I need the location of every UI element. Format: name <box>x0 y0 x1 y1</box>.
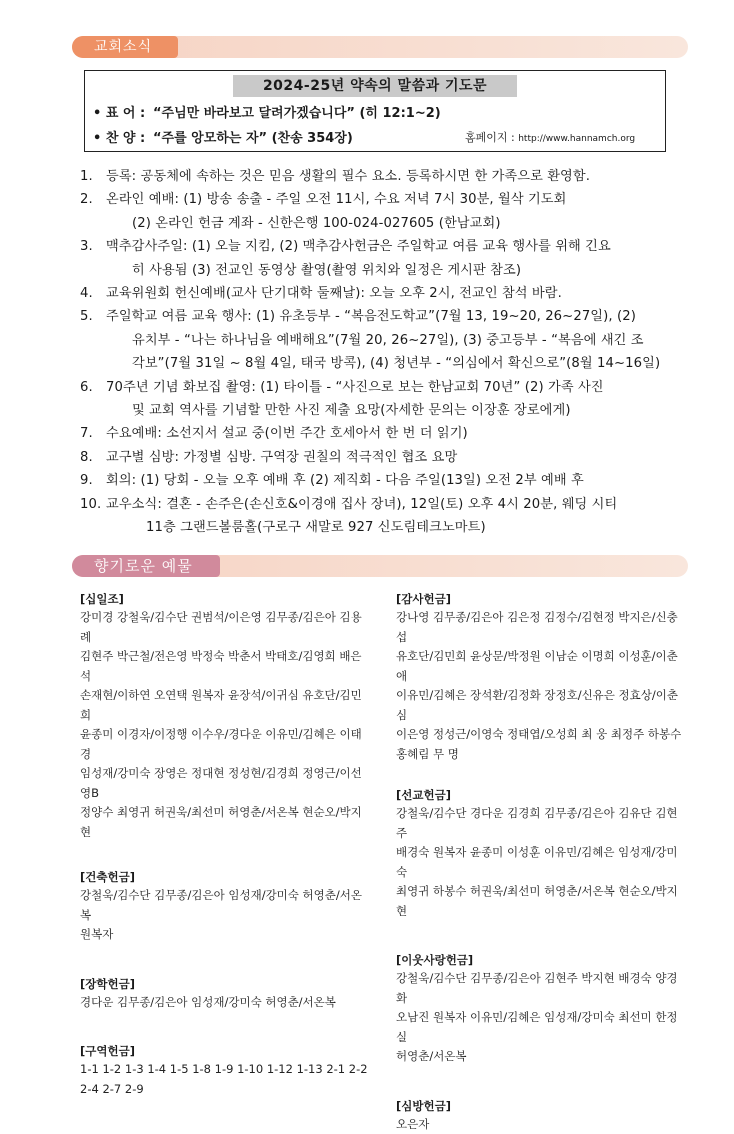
offering-names-line: 이은영 정성근/이영숙 정태엽/오성희 최 웅 최정주 하봉수 <box>396 725 686 745</box>
notice-text: 히 사용됨 (3) 전교인 동영상 촬영(촬영 위치와 일정은 게시판 참조) <box>132 263 521 278</box>
notice-text: 등록: 공동체에 속하는 것은 믿음 생활의 필수 요소. 등록하시면 한 가족으로 환영함. <box>106 169 590 184</box>
notice-item <box>80 235 680 282</box>
notice-number: 8. <box>80 446 106 469</box>
notice-text: 주일학교 여름 교육 행사: (1) 유초등부 - “복음전도학교”(7월 13, 19~20, 26~27일), (2) <box>106 309 636 324</box>
offering-names-line: 홍혜림 무 명 <box>396 745 686 765</box>
offering-category-heading: [감사헌금] <box>396 590 686 608</box>
motto-hymn-text: “주를 앙모하는 자” (찬송 354장) <box>153 131 353 146</box>
offering-names-line: 윤종미 이경자/이정행 이수우/경다운 이유민/김혜은 이태경 <box>80 725 370 764</box>
notice-item <box>80 493 680 540</box>
offering-category-heading: [구역헌금] <box>80 1042 370 1060</box>
church-news-tab: 교회소식 <box>72 36 178 58</box>
offering-category-heading: [선교헌금] <box>396 786 686 804</box>
offering-names-line: 허영춘/서온복 <box>396 1047 686 1067</box>
offering-names-line: 정양수 최영귀 허권욱/최선미 허영춘/서온복 현순오/박지현 <box>80 803 370 842</box>
homepage <box>465 129 635 145</box>
notice-number: 5. <box>80 305 106 328</box>
offering-names-line: 1-1 1-2 1-3 1-4 1-5 1-8 1-9 1-10 1-12 1-13 2-1 2-2 <box>80 1060 370 1080</box>
notice-text: 11층 그랜드볼룸홀(구로구 새말로 927 신도림테크노마트) <box>146 520 486 535</box>
notice-item <box>80 376 680 423</box>
notice-text: 맥추감사주일: (1) 오늘 지킴, (2) 맥추감사헌금은 주일학교 여름 교육 행사를 위해 긴요 <box>106 239 611 254</box>
notice-text: 및 교회 역사를 기념할 만한 사진 제출 요망(자세한 문의는 이장훈 장로에게) <box>132 403 571 418</box>
motto-box <box>84 70 666 152</box>
notice-item <box>80 469 680 492</box>
offerings-header <box>72 555 688 577</box>
notice-text: 교육위원회 헌신예배(교사 단기대학 둘째날): 오늘 오후 2시, 전교인 참석 바람. <box>106 286 562 301</box>
motto-slogan-text: “주님만 바라보고 달려가겠습니다” (히 12:1~2) <box>153 106 441 121</box>
offering-names-line: 김현주 박근철/전은영 박정숙 박춘서 박태호/김영희 배은석 <box>80 647 370 686</box>
notice-item <box>80 305 680 375</box>
homepage-link[interactable]: http://www.hannamch.org <box>518 134 635 144</box>
notice-text: 교구별 심방: 가정별 심방. 구역장 권칠의 적극적인 협조 요망 <box>106 450 457 465</box>
notice-number: 6. <box>80 376 106 399</box>
notice-item <box>80 282 680 305</box>
offering-names-line: 임성재/강미숙 장영은 정대현 정성현/김경희 정영근/이선영B <box>80 764 370 803</box>
motto-hymn <box>93 127 353 146</box>
motto-slogan <box>93 102 441 121</box>
offering-names-line: 강나영 김무종/김은아 김은정 김정수/김현정 박지은/신충섭 <box>396 608 686 647</box>
notice-number: 1. <box>80 165 106 188</box>
notice-text: 온라인 예배: (1) 방송 송출 - 주일 오전 11시, 수요 저녁 7시 30분, 월삭 기도회 <box>106 192 566 207</box>
offerings-left-column <box>80 590 370 1099</box>
motto-title: 2024-25년 약속의 말씀과 기도문 <box>233 75 517 97</box>
offering-category-heading: [건축헌금] <box>80 868 370 886</box>
offering-names-line: 최영귀 하봉수 허권욱/최선미 허영춘/서온복 현순오/박지현 <box>396 882 686 921</box>
notice-number: 9. <box>80 469 106 492</box>
motto-hymn-label: • 찬 양 : <box>93 127 153 146</box>
offering-category-heading: [장학헌금] <box>80 975 370 993</box>
offering-names-line: 강철욱/김수단 경다운 김경희 김무종/김은아 김유단 김현주 <box>396 804 686 843</box>
notice-list <box>80 165 680 540</box>
offering-names-line: 강미경 강철욱/김수단 권범석/이은영 김무종/김은아 김용례 <box>80 608 370 647</box>
notice-text: 교우소식: 결혼 - 손주은(손신호&이경애 집사 장녀), 12일(토) 오후 4시 20분, 웨딩 시티 <box>106 497 617 512</box>
offering-names-line: 강철욱/김수단 김무종/김은아 김현주 박지현 배경숙 양경화 <box>396 969 686 1008</box>
notice-text: 수요예배: 소선지서 설교 중(이번 주간 호세아서 한 번 더 읽기) <box>106 426 468 441</box>
offering-names-line: 원복자 <box>80 925 370 945</box>
notice-text: 유치부 - “나는 하나님을 예배해요”(7월 20, 26~27일), (3) 중고등부 - “복음에 새긴 조 <box>132 333 644 348</box>
offering-names-line: 강철욱/김수단 김무종/김은아 임성재/강미숙 허영춘/서온복 <box>80 886 370 925</box>
church-news-header <box>72 36 688 58</box>
homepage-label: 홈페이지 : <box>465 131 515 144</box>
offering-names-line: 이유민/김혜은 장석환/김정화 장정호/신유은 정효상/이춘심 <box>396 686 686 725</box>
offering-names-line: 손재현/이하연 오연택 원복자 윤장석/이귀심 유호단/김민희 <box>80 686 370 725</box>
notice-item <box>80 422 680 445</box>
offering-category-heading: [이웃사랑헌금] <box>396 951 686 969</box>
notice-number: 3. <box>80 235 106 258</box>
offering-names-line: 2-4 2-7 2-9 <box>80 1080 370 1100</box>
offerings-tab: 향기로운 예물 <box>72 555 220 577</box>
notice-item <box>80 188 680 235</box>
motto-slogan-label: • 표 어 : <box>93 102 153 121</box>
offering-names-line: 오남진 원복자 이유민/김혜은 임성재/강미숙 최선미 한정실 <box>396 1008 686 1047</box>
offering-category-heading: [심방헌금] <box>396 1097 686 1115</box>
notice-item <box>80 165 680 188</box>
notice-number: 2. <box>80 188 106 211</box>
offering-names-line: 오은자 <box>396 1115 686 1134</box>
notice-text: 각보”(7월 31일 ~ 8월 4일, 태국 방콕), (4) 청년부 - “의심에서 확신으로”(8월 14~16일) <box>132 356 660 371</box>
notice-number: 10. <box>80 493 106 516</box>
notice-text: 70주년 기념 화보집 촬영: (1) 타이틀 - “사진으로 보는 한남교회 70년” (2) 가족 사진 <box>106 380 604 395</box>
notice-number: 4. <box>80 282 106 305</box>
notice-number: 7. <box>80 422 106 445</box>
notice-text: (2) 온라인 헌금 계좌 - 신한은행 100-024-027605 (한남교회) <box>132 216 501 231</box>
offerings-right-column <box>396 590 686 1134</box>
notice-item <box>80 446 680 469</box>
offering-category-heading: [십일조] <box>80 590 370 608</box>
offering-names-line: 유호단/김민희 윤상문/박정원 이남순 이명희 이성훈/이춘애 <box>396 647 686 686</box>
offering-names-line: 배경숙 원복자 윤종미 이성훈 이유민/김혜은 임성재/강미숙 <box>396 843 686 882</box>
notice-text: 회의: (1) 당회 - 오늘 오후 예배 후 (2) 제직회 - 다음 주일(13일) 오전 2부 예배 후 <box>106 473 584 488</box>
offering-names-line: 경다운 김무종/김은아 임성재/강미숙 허영춘/서온복 <box>80 993 370 1013</box>
